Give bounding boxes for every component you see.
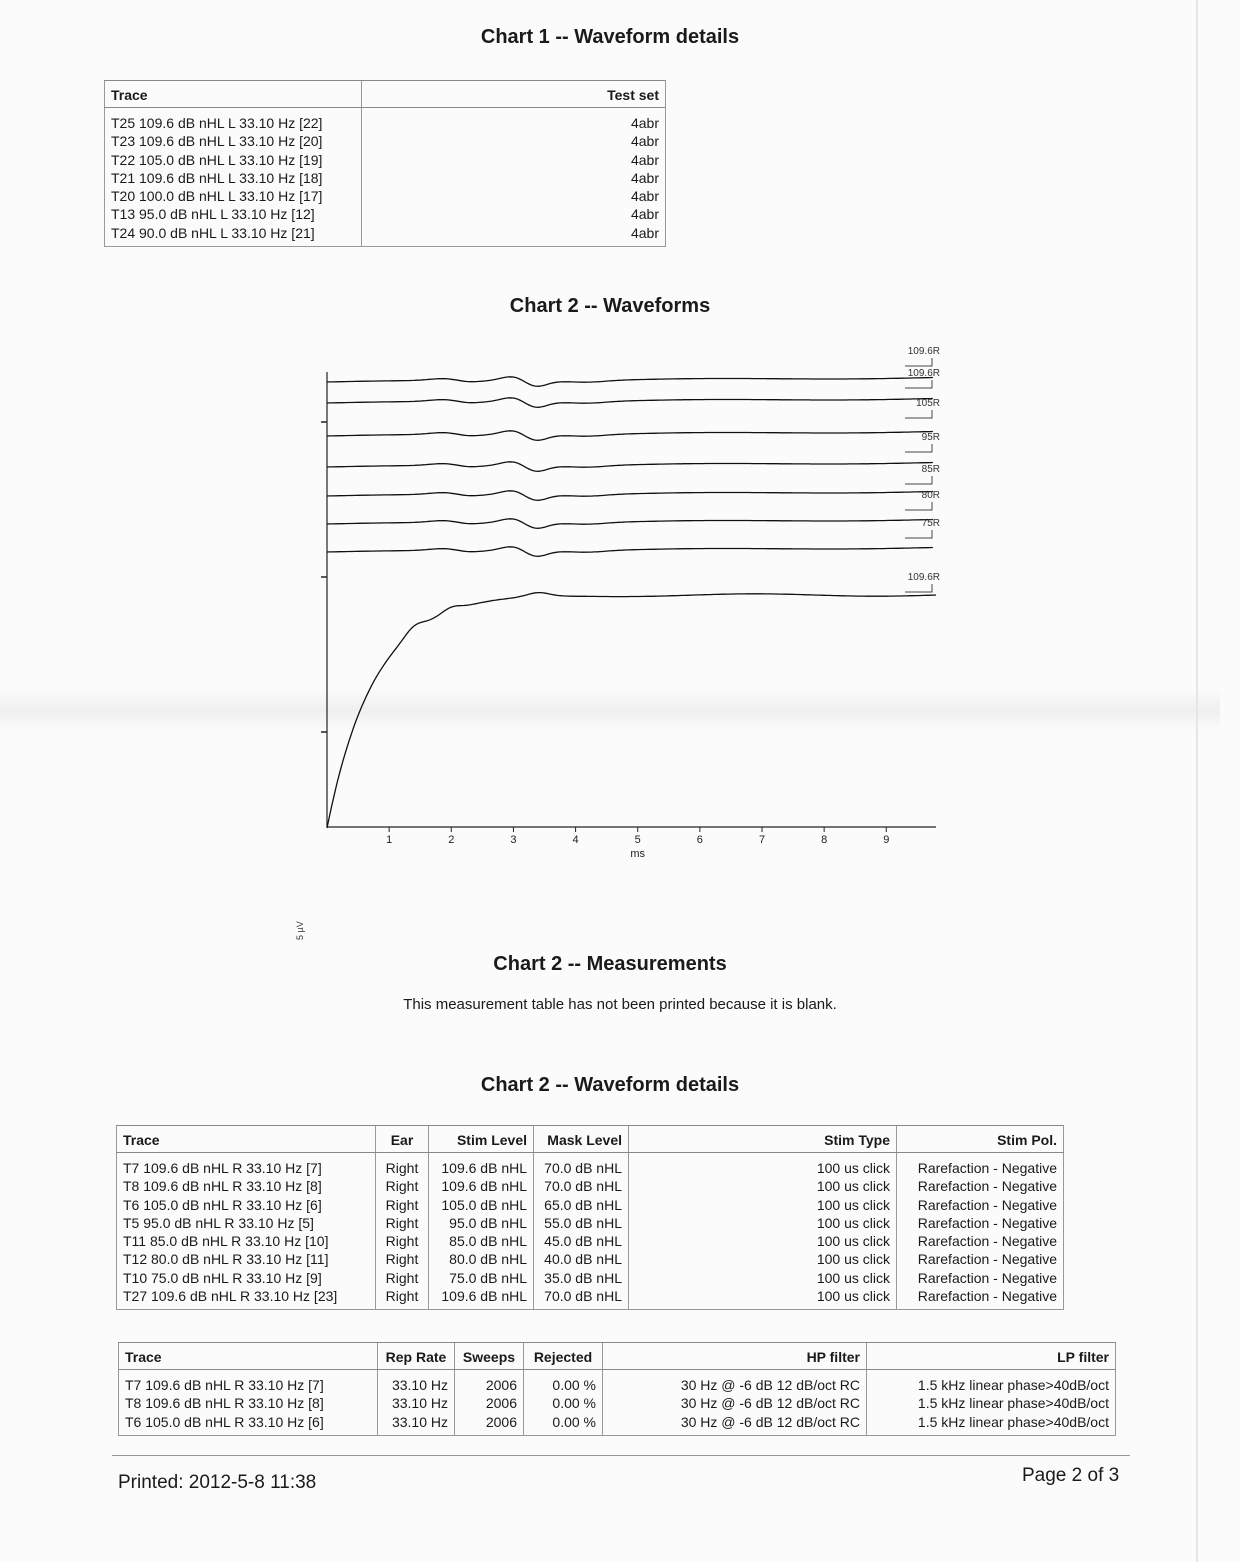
chart1-title: Chart 1 -- Waveform details xyxy=(480,26,740,48)
cell-stim-pol: Rarefaction - Negative xyxy=(897,1214,1064,1232)
col-stim-level: Stim Level xyxy=(429,1126,534,1153)
waveform-trace xyxy=(327,462,933,472)
cell-stim-pol: Rarefaction - Negative xyxy=(897,1232,1064,1250)
x-tick-label: 9 xyxy=(883,834,890,846)
x-tick-label: 5 xyxy=(634,834,641,846)
trace-label: 109.6R xyxy=(907,346,940,357)
x-axis-title: ms xyxy=(630,848,646,860)
waveform-trace xyxy=(327,398,933,408)
cell-sweeps: 2006 xyxy=(455,1413,524,1436)
table-row xyxy=(117,1250,1064,1268)
trace-marker xyxy=(905,584,932,592)
cell-stim-type: 100 us click xyxy=(629,1232,897,1250)
printed-timestamp: Printed: 2012-5-8 11:38 xyxy=(118,1472,317,1493)
cell-trace: T21 109.6 dB nHL L 33.10 Hz [18] xyxy=(105,169,362,187)
cell-mask-level: 65.0 dB nHL xyxy=(534,1196,629,1214)
table-row xyxy=(105,132,666,150)
cell-lp-filter: 1.5 kHz linear phase>40dB/oct xyxy=(867,1394,1116,1412)
col-hp-filter: HP filter xyxy=(603,1343,867,1370)
col-stim-type: Stim Type xyxy=(629,1126,897,1153)
cell-stim-level: 109.6 dB nHL xyxy=(429,1153,534,1178)
col-rep-rate: Rep Rate xyxy=(378,1343,455,1370)
cell-stim-level: 80.0 dB nHL xyxy=(429,1250,534,1268)
footer-divider xyxy=(112,1455,1130,1456)
chart2-details-table xyxy=(116,1125,1064,1310)
cell-stim-type: 100 us click xyxy=(629,1177,897,1195)
x-tick-label: 7 xyxy=(758,834,766,846)
cell-ear: Right xyxy=(376,1153,429,1178)
cell-stim-pol: Rarefaction - Negative xyxy=(897,1177,1064,1195)
trace-label: 105R xyxy=(916,398,940,409)
trace-marker xyxy=(905,444,932,452)
trace-label: 109.6R xyxy=(907,572,940,583)
cell-ear: Right xyxy=(376,1232,429,1250)
trace-marker xyxy=(905,530,932,538)
waveform-labels xyxy=(905,346,940,592)
cell-stim-type: 100 us click xyxy=(629,1287,897,1310)
cell-rejected: 0.00 % xyxy=(524,1413,603,1436)
table-row xyxy=(119,1413,1116,1436)
trace-marker xyxy=(905,410,932,418)
cell-stim-type: 100 us click xyxy=(629,1153,897,1178)
waveform-trace xyxy=(327,593,936,828)
filters-rows xyxy=(119,1370,1116,1436)
chart1-rows xyxy=(105,108,666,247)
chart2-details-title: Chart 2 -- Waveform details xyxy=(480,1074,740,1096)
cell-test-set: 4abr xyxy=(362,132,666,150)
cell-trace: T25 109.6 dB nHL L 33.10 Hz [22] xyxy=(105,108,362,133)
cell-sweeps: 2006 xyxy=(455,1394,524,1412)
table-row xyxy=(105,169,666,187)
chart2-filters-table xyxy=(118,1342,1116,1436)
waveform-trace xyxy=(327,491,933,501)
cell-stim-level: 109.6 dB nHL xyxy=(429,1177,534,1195)
cell-test-set: 4abr xyxy=(362,169,666,187)
cell-stim-level: 85.0 dB nHL xyxy=(429,1232,534,1250)
cell-ear: Right xyxy=(376,1250,429,1268)
cell-trace: T22 105.0 dB nHL L 33.10 Hz [19] xyxy=(105,151,362,169)
chart2-measurements-title: Chart 2 -- Measurements xyxy=(493,953,727,975)
cell-rep-rate: 33.10 Hz xyxy=(378,1413,455,1436)
x-tick-label: 2 xyxy=(448,834,455,846)
cell-stim-pol: Rarefaction - Negative xyxy=(897,1269,1064,1287)
table-row xyxy=(105,187,666,205)
table-row xyxy=(119,1370,1116,1395)
cell-trace: T10 75.0 dB nHL R 33.10 Hz [9] xyxy=(117,1269,376,1287)
cell-trace: T7 109.6 dB nHL R 33.10 Hz [7] xyxy=(117,1153,376,1178)
chart1-table xyxy=(104,80,666,247)
x-tick-label: 1 xyxy=(386,834,393,846)
trace-label: 109.6R xyxy=(907,368,940,379)
trace-marker xyxy=(905,358,932,366)
cell-stim-pol: Rarefaction - Negative xyxy=(897,1153,1064,1178)
cell-test-set: 4abr xyxy=(362,151,666,169)
cell-trace: T6 105.0 dB nHL R 33.10 Hz [6] xyxy=(117,1196,376,1214)
page-number: Page 2 of 3 xyxy=(1022,1465,1120,1486)
cell-mask-level: 55.0 dB nHL xyxy=(534,1214,629,1232)
waveform-trace xyxy=(327,547,933,557)
table-row xyxy=(105,224,666,247)
cell-rejected: 0.00 % xyxy=(524,1370,603,1395)
trace-label: 80R xyxy=(921,490,940,501)
waveform-chart xyxy=(0,330,1220,940)
cell-lp-filter: 1.5 kHz linear phase>40dB/oct xyxy=(867,1413,1116,1436)
cell-hp-filter: 30 Hz @ -6 dB 12 dB/oct RC xyxy=(603,1394,867,1412)
cell-mask-level: 70.0 dB nHL xyxy=(534,1177,629,1195)
table-row xyxy=(117,1177,1064,1195)
table-row xyxy=(117,1287,1064,1310)
table-row xyxy=(117,1269,1064,1287)
cell-stim-pol: Rarefaction - Negative xyxy=(897,1250,1064,1268)
waveform-lines xyxy=(327,377,936,828)
col-trace: Trace xyxy=(105,81,362,108)
table-row xyxy=(117,1153,1064,1178)
cell-trace: T12 80.0 dB nHL R 33.10 Hz [11] xyxy=(117,1250,376,1268)
cell-ear: Right xyxy=(376,1269,429,1287)
cell-mask-level: 70.0 dB nHL xyxy=(534,1153,629,1178)
col-lp-filter: LP filter xyxy=(867,1343,1116,1370)
x-tick-label: 8 xyxy=(821,834,828,846)
col-mask-level: Mask Level xyxy=(534,1126,629,1153)
cell-trace: T20 100.0 dB nHL L 33.10 Hz [17] xyxy=(105,187,362,205)
cell-rep-rate: 33.10 Hz xyxy=(378,1370,455,1395)
waveform-trace xyxy=(327,431,933,441)
cell-trace: T13 95.0 dB nHL L 33.10 Hz [12] xyxy=(105,205,362,223)
waveform-trace xyxy=(327,519,933,529)
x-tick-label: 4 xyxy=(572,834,579,846)
cell-test-set: 4abr xyxy=(362,108,666,133)
cell-stim-level: 75.0 dB nHL xyxy=(429,1269,534,1287)
waveform-trace xyxy=(327,377,933,387)
trace-label: 75R xyxy=(921,518,940,529)
table-row xyxy=(105,205,666,223)
table-row xyxy=(117,1232,1064,1250)
cell-test-set: 4abr xyxy=(362,187,666,205)
trace-marker xyxy=(905,502,932,510)
cell-rejected: 0.00 % xyxy=(524,1394,603,1412)
cell-mask-level: 70.0 dB nHL xyxy=(534,1287,629,1310)
col-trace: Trace xyxy=(119,1343,378,1370)
col-stim-pol: Stim Pol. xyxy=(897,1126,1064,1153)
col-rejected: Rejected xyxy=(524,1343,603,1370)
cell-trace: T24 90.0 dB nHL L 33.10 Hz [21] xyxy=(105,224,362,247)
col-trace: Trace xyxy=(117,1126,376,1153)
cell-trace: T5 95.0 dB nHL R 33.10 Hz [5] xyxy=(117,1214,376,1232)
cell-trace: T23 109.6 dB nHL L 33.10 Hz [20] xyxy=(105,132,362,150)
cell-trace: T8 109.6 dB nHL R 33.10 Hz [8] xyxy=(119,1394,378,1412)
chart2-waveforms-title: Chart 2 -- Waveforms xyxy=(509,295,711,317)
cell-ear: Right xyxy=(376,1287,429,1310)
cell-sweeps: 2006 xyxy=(455,1370,524,1395)
cell-stim-pol: Rarefaction - Negative xyxy=(897,1287,1064,1310)
measurements-note: This measurement table has not been printed because it is blank. xyxy=(403,996,837,1013)
table-row xyxy=(117,1196,1064,1214)
col-ear: Ear xyxy=(376,1126,429,1153)
cell-mask-level: 40.0 dB nHL xyxy=(534,1250,629,1268)
y-scale-label: 5 µV xyxy=(295,921,305,940)
cell-trace: T8 109.6 dB nHL R 33.10 Hz [8] xyxy=(117,1177,376,1195)
table-row xyxy=(117,1214,1064,1232)
details-rows xyxy=(117,1153,1064,1310)
trace-marker xyxy=(905,476,932,484)
x-tick-label: 3 xyxy=(510,834,517,846)
cell-stim-level: 109.6 dB nHL xyxy=(429,1287,534,1310)
cell-rep-rate: 33.10 Hz xyxy=(378,1394,455,1412)
cell-hp-filter: 30 Hz @ -6 dB 12 dB/oct RC xyxy=(603,1370,867,1395)
cell-trace: T6 105.0 dB nHL R 33.10 Hz [6] xyxy=(119,1413,378,1436)
cell-trace: T11 85.0 dB nHL R 33.10 Hz [10] xyxy=(117,1232,376,1250)
col-sweeps: Sweeps xyxy=(455,1343,524,1370)
cell-mask-level: 35.0 dB nHL xyxy=(534,1269,629,1287)
cell-stim-pol: Rarefaction - Negative xyxy=(897,1196,1064,1214)
table-row xyxy=(105,108,666,133)
table-row xyxy=(105,151,666,169)
waveform-axes xyxy=(321,372,936,860)
x-tick-label: 6 xyxy=(696,834,703,846)
cell-stim-type: 100 us click xyxy=(629,1269,897,1287)
table-row xyxy=(119,1394,1116,1412)
trace-marker xyxy=(905,380,932,388)
cell-test-set: 4abr xyxy=(362,205,666,223)
cell-mask-level: 45.0 dB nHL xyxy=(534,1232,629,1250)
cell-test-set: 4abr xyxy=(362,224,666,247)
cell-stim-level: 95.0 dB nHL xyxy=(429,1214,534,1232)
cell-stim-type: 100 us click xyxy=(629,1214,897,1232)
trace-label: 85R xyxy=(921,464,940,475)
trace-label: 95R xyxy=(921,432,940,443)
cell-trace: T7 109.6 dB nHL R 33.10 Hz [7] xyxy=(119,1370,378,1395)
cell-lp-filter: 1.5 kHz linear phase>40dB/oct xyxy=(867,1370,1116,1395)
cell-stim-type: 100 us click xyxy=(629,1196,897,1214)
cell-ear: Right xyxy=(376,1214,429,1232)
cell-hp-filter: 30 Hz @ -6 dB 12 dB/oct RC xyxy=(603,1413,867,1436)
cell-ear: Right xyxy=(376,1196,429,1214)
cell-ear: Right xyxy=(376,1177,429,1195)
cell-stim-level: 105.0 dB nHL xyxy=(429,1196,534,1214)
cell-trace: T27 109.6 dB nHL R 33.10 Hz [23] xyxy=(117,1287,376,1310)
cell-stim-type: 100 us click xyxy=(629,1250,897,1268)
col-test-set: Test set xyxy=(362,81,666,108)
